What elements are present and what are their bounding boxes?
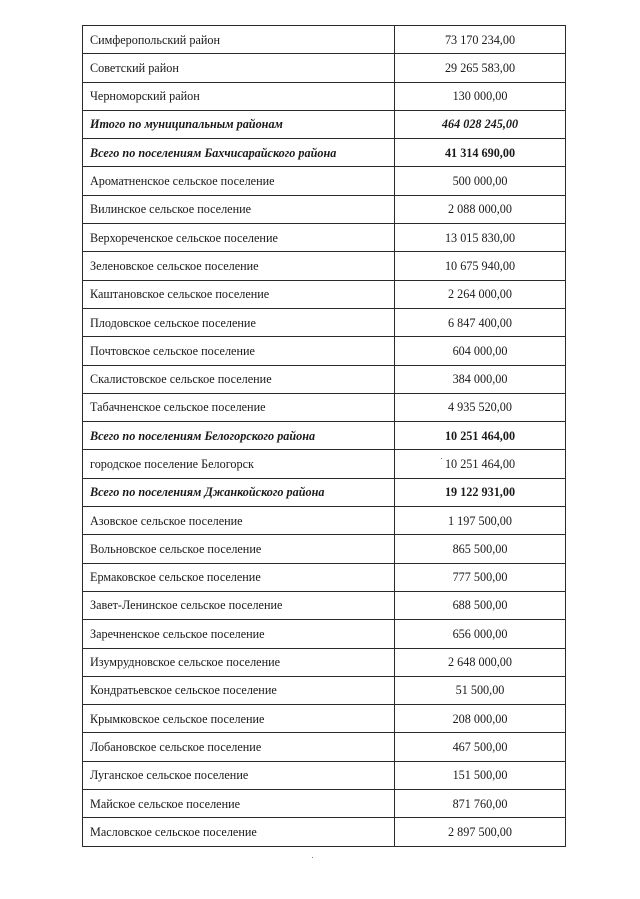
total-row bbox=[83, 422, 566, 450]
row-amount-cell: 467 500,00 bbox=[395, 733, 566, 761]
row-amount-cell: 2 648 000,00 bbox=[395, 648, 566, 676]
table-row bbox=[83, 195, 566, 223]
row-amount-cell: 384 000,00 bbox=[395, 365, 566, 393]
row-amount-cell: 10 675 940,00 bbox=[395, 252, 566, 280]
row-name-cell: Ермаковское сельское поселение bbox=[83, 563, 395, 591]
row-amount-cell: 151 500,00 bbox=[395, 761, 566, 789]
total-row bbox=[83, 139, 566, 167]
row-amount-cell: 73 170 234,00 bbox=[395, 26, 566, 54]
table-row bbox=[83, 450, 566, 478]
row-amount-cell: 130 000,00 bbox=[395, 82, 566, 110]
row-name-cell: Почтовское сельское поселение bbox=[83, 337, 395, 365]
table-row bbox=[83, 620, 566, 648]
table-row bbox=[83, 563, 566, 591]
row-amount-cell: 656 000,00 bbox=[395, 620, 566, 648]
row-amount-cell: 6 847 400,00 bbox=[395, 308, 566, 336]
row-name-cell: Итого по муниципальным районам bbox=[83, 110, 395, 138]
table-row bbox=[83, 761, 566, 789]
row-name-cell: городское поселение Белогорск bbox=[83, 450, 395, 478]
table-row bbox=[83, 733, 566, 761]
row-amount-cell: 688 500,00 bbox=[395, 591, 566, 619]
row-name-cell: Верхореченское сельское поселение bbox=[83, 224, 395, 252]
table-row bbox=[83, 648, 566, 676]
total-row bbox=[83, 478, 566, 506]
table-row bbox=[83, 280, 566, 308]
row-name-cell: Завет-Ленинское сельское поселение bbox=[83, 591, 395, 619]
row-amount-cell: 604 000,00 bbox=[395, 337, 566, 365]
row-name-cell: Всего по поселениям Бахчисарайского района bbox=[83, 139, 395, 167]
budget-table-body bbox=[83, 26, 566, 847]
row-name-cell: Симферопольский район bbox=[83, 26, 395, 54]
table-row bbox=[83, 365, 566, 393]
table-row bbox=[83, 308, 566, 336]
row-amount-cell: 19 122 931,00 bbox=[395, 478, 566, 506]
row-amount-cell: 777 500,00 bbox=[395, 563, 566, 591]
scan-speck bbox=[312, 857, 313, 858]
row-amount-cell: 464 028 245,00 bbox=[395, 110, 566, 138]
row-name-cell: Майское сельское поселение bbox=[83, 790, 395, 818]
table-row bbox=[83, 705, 566, 733]
row-amount-cell: 29 265 583,00 bbox=[395, 54, 566, 82]
row-amount-cell: 500 000,00 bbox=[395, 167, 566, 195]
table-row bbox=[83, 26, 566, 54]
row-name-cell: Табачненское сельское поселение bbox=[83, 393, 395, 421]
row-name-cell: Вольновское сельское поселение bbox=[83, 535, 395, 563]
row-name-cell: Крымковское сельское поселение bbox=[83, 705, 395, 733]
table-row bbox=[83, 82, 566, 110]
row-amount-cell: 208 000,00 bbox=[395, 705, 566, 733]
table-row bbox=[83, 591, 566, 619]
table-row bbox=[83, 818, 566, 846]
row-name-cell: Черноморский район bbox=[83, 82, 395, 110]
row-amount-cell: 2 264 000,00 bbox=[395, 280, 566, 308]
table-row bbox=[83, 393, 566, 421]
row-name-cell: Зеленовское сельское поселение bbox=[83, 252, 395, 280]
budget-table bbox=[82, 25, 566, 847]
table-row bbox=[83, 54, 566, 82]
table-row bbox=[83, 337, 566, 365]
row-amount-cell: 4 935 520,00 bbox=[395, 393, 566, 421]
row-amount-cell: 10 251 464,00 bbox=[395, 422, 566, 450]
row-name-cell: Заречненское сельское поселение bbox=[83, 620, 395, 648]
row-name-cell: Плодовское сельское поселение bbox=[83, 308, 395, 336]
table-row bbox=[83, 252, 566, 280]
row-amount-cell: 51 500,00 bbox=[395, 676, 566, 704]
row-name-cell: Скалистовское сельское поселение bbox=[83, 365, 395, 393]
row-name-cell: Масловское сельское поселение bbox=[83, 818, 395, 846]
row-name-cell: Всего по поселениям Джанкойского района bbox=[83, 478, 395, 506]
row-amount-cell: 1 197 500,00 bbox=[395, 507, 566, 535]
row-amount-cell: 41 314 690,00 bbox=[395, 139, 566, 167]
table-row bbox=[83, 790, 566, 818]
row-name-cell: Луганское сельское поселение bbox=[83, 761, 395, 789]
row-name-cell: Кондратьевское сельское поселение bbox=[83, 676, 395, 704]
row-name-cell: Азовское сельское поселение bbox=[83, 507, 395, 535]
row-name-cell: Советский район bbox=[83, 54, 395, 82]
row-amount-cell: 865 500,00 bbox=[395, 535, 566, 563]
row-name-cell: Лобановское сельское поселение bbox=[83, 733, 395, 761]
table-row bbox=[83, 676, 566, 704]
row-name-cell: Ароматненское сельское поселение bbox=[83, 167, 395, 195]
row-name-cell: Каштановское сельское поселение bbox=[83, 280, 395, 308]
row-name-cell: Всего по поселениям Белогорского района bbox=[83, 422, 395, 450]
total-row bbox=[83, 110, 566, 138]
table-row bbox=[83, 535, 566, 563]
row-amount-cell: 2 088 000,00 bbox=[395, 195, 566, 223]
table-row bbox=[83, 167, 566, 195]
row-amount-cell: 10 251 464,00 bbox=[395, 450, 566, 478]
table-row bbox=[83, 507, 566, 535]
row-amount-cell: 13 015 830,00 bbox=[395, 224, 566, 252]
row-name-cell: Изумрудновское сельское поселение bbox=[83, 648, 395, 676]
scan-speck bbox=[441, 458, 442, 459]
row-amount-cell: 871 760,00 bbox=[395, 790, 566, 818]
table-row bbox=[83, 224, 566, 252]
row-amount-cell: 2 897 500,00 bbox=[395, 818, 566, 846]
row-name-cell: Вилинское сельское поселение bbox=[83, 195, 395, 223]
